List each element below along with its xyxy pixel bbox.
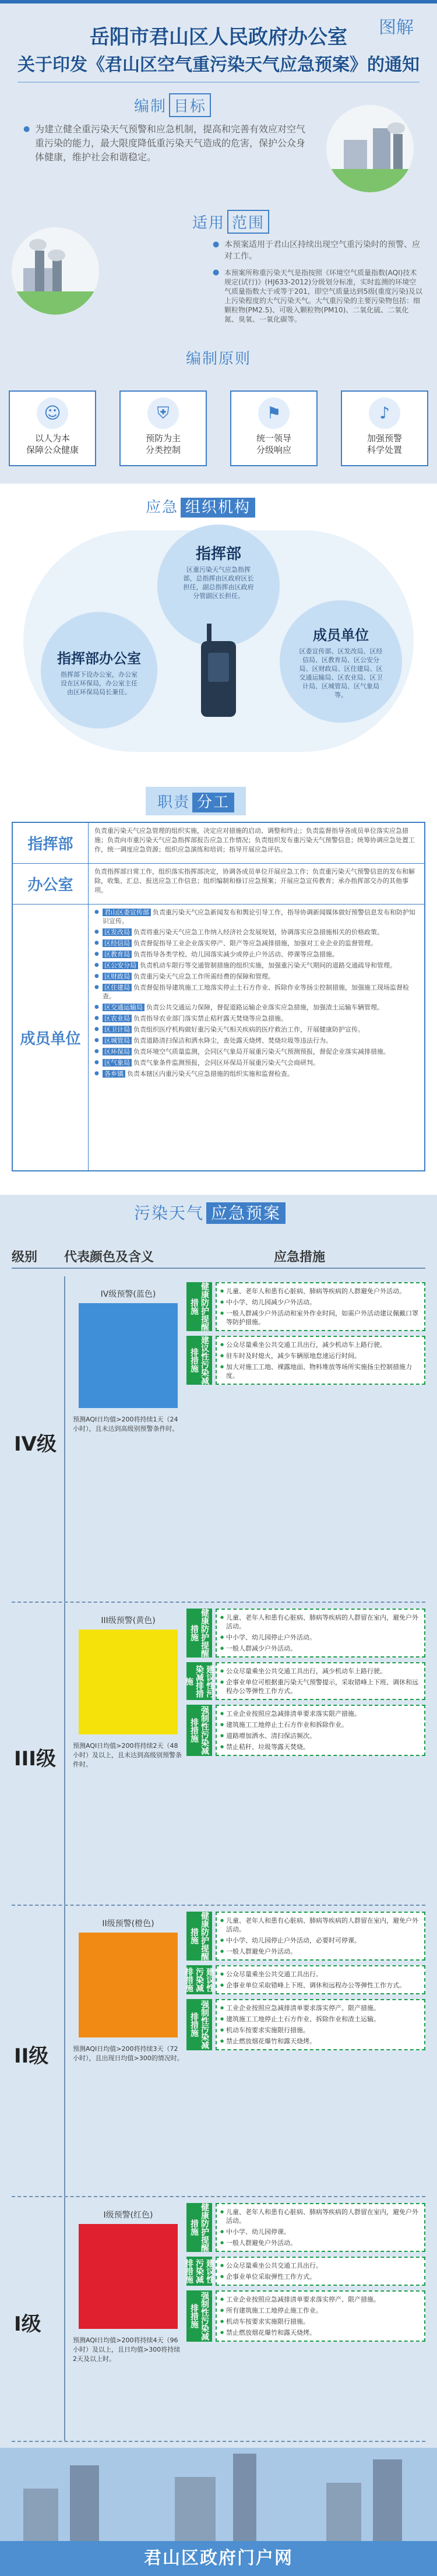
level-color-card bbox=[73, 2209, 184, 2364]
principle-4 bbox=[341, 390, 428, 466]
plan-section bbox=[0, 1195, 437, 2576]
duties-row-members bbox=[13, 905, 424, 1170]
member-unit: 区农业局 bbox=[103, 1015, 132, 1022]
member-unit: 区环保局 bbox=[103, 1048, 132, 1055]
measure-item: ● 禁止燃放烟花爆竹和露天烧烤。 bbox=[220, 2327, 421, 2338]
level-color-swatch bbox=[79, 2224, 178, 2329]
member-duty-text: 负责公共交通运力保障，督促道路运输企业落实应急措施，加强渣土运输车辆管理。 bbox=[146, 1004, 383, 1011]
measure-item: ● 一般人群减少户外活动和室外作业时间，如需户外活动建议佩戴口罩等防护措施。 bbox=[220, 1308, 421, 1328]
member-duty-text: 负责指导各类学校、幼儿园落实减少或停止户外活动、停课等应急措施。 bbox=[133, 951, 339, 958]
measure-item: ● 工业企业按照应急减排清单要求落实停产、限产措施。 bbox=[220, 2003, 421, 2014]
duties-command-label: 指挥部 bbox=[13, 823, 89, 863]
walkie-talkie-icon bbox=[201, 641, 236, 717]
measure-item: ● 企事业单位可根据重污染天气预警提示，采取错峰上下班、调休和远程办公等弹性工作方式。 bbox=[220, 1677, 421, 1697]
org-members-title: 成员单位 bbox=[313, 627, 369, 643]
measure-item: ● 公众尽量乘坐公共交通工具出行。 bbox=[220, 1969, 421, 1980]
shield-icon: ⛨ bbox=[147, 397, 179, 429]
measure-group-label: 建议性污染减排措施 bbox=[186, 1336, 212, 1385]
measure-item: ● 机动车按要求实施限行措施。 bbox=[220, 2316, 421, 2327]
level-color-card bbox=[73, 1288, 184, 1434]
measure-items bbox=[216, 1912, 425, 1961]
measure-group-label: 强制性污染减排措施 bbox=[186, 1705, 212, 1756]
member-duty bbox=[94, 939, 418, 948]
member-duty-text: 负责机动车限行等交通管制措施的组织实施，加强重污染天气期间的道路交通疏导和管理。 bbox=[140, 962, 396, 969]
measure-group-label: 健康防护提醒措施 bbox=[186, 1912, 212, 1961]
org-members-desc: 区委宣传部、区发改局、区经信局、区教育局、区公安分局、区财政局、区住建局、区交通运输局、区农业局、区卫计局、区城管局、区气象局等。 bbox=[299, 647, 383, 699]
measure-group-label: 强制性污染减排措施 bbox=[186, 2290, 212, 2342]
member-duty-text: 负责将重污染天气应急工作纳入经济社会发展规划，协调落实应急措施相关的价格政策。 bbox=[133, 928, 383, 936]
measure-group-label: 建议性污染减排措施 bbox=[186, 1662, 212, 1700]
principles-title: 编制原则 bbox=[185, 350, 251, 368]
member-unit: 各乡镇 bbox=[103, 1070, 125, 1078]
principle-1 bbox=[9, 390, 96, 466]
org-office-desc: 指挥部下设办公室，办公室设在区环保局，办公室主任由区环保局局长兼任。 bbox=[61, 671, 138, 696]
principle-2-l1: 预防为主 bbox=[145, 433, 181, 444]
measure-items bbox=[216, 1609, 425, 1657]
level-swatch-title: II级预警(橙色) bbox=[102, 1919, 154, 1929]
level-color-swatch bbox=[79, 1630, 178, 1734]
org-command-title: 指挥部 bbox=[195, 546, 241, 563]
duties-table bbox=[12, 822, 425, 1171]
measure-items bbox=[216, 1282, 425, 1331]
city-illustration bbox=[326, 105, 414, 192]
member-duty bbox=[94, 983, 418, 1001]
member-duty-text: 负责环境空气质量监测，会同区气象局开展重污染天气预测预报，督促企业落实减排措施。 bbox=[133, 1048, 390, 1055]
people-icon: ☺ bbox=[37, 397, 68, 429]
member-unit: 区交通运输局 bbox=[103, 1004, 145, 1011]
duties-row-command bbox=[13, 823, 424, 864]
principle-4-l1: 加强预警 bbox=[366, 433, 402, 444]
measure-group-label: 健康防护提醒措施 bbox=[186, 1282, 212, 1331]
measure-item: ● 所有建筑施工工地停止施工作业。 bbox=[220, 2305, 421, 2316]
member-duty bbox=[94, 1047, 418, 1056]
member-duty bbox=[94, 928, 418, 937]
level-desc: 预测AQI日均值>200将持续2天（48小时）及以上，且未达到高级别预警条件时。 bbox=[73, 1742, 182, 1768]
measure-group-label: 强制性污染减排措施 bbox=[186, 1999, 212, 2050]
measure-items bbox=[216, 1336, 425, 1385]
level-measures bbox=[186, 1609, 425, 1761]
member-duty-text: 负责道路清扫保洁和洒水降尘，查处露天烧烤、焚烧垃圾等违法行为。 bbox=[133, 1037, 332, 1044]
measure-item: ● 公众尽量乘坐公共交通工具出行，减少机动车上路行驶。 bbox=[220, 1666, 421, 1677]
measure-items bbox=[216, 1662, 425, 1700]
duties-row-office bbox=[13, 864, 424, 905]
member-duty bbox=[94, 972, 418, 981]
scope-tag-a: 适用 bbox=[192, 214, 225, 232]
duties-office-label: 办公室 bbox=[13, 864, 89, 904]
measure-item: ● 公众尽量乘坐公共交通工具出行。 bbox=[220, 2260, 421, 2271]
member-unit: 区财政局 bbox=[103, 973, 132, 980]
scope-item-1: ● 本预案适用于君山区持续出现空气重污染时的预警、应对工作。 bbox=[224, 239, 422, 262]
member-duty-text: 负责本辖区内重污染天气应急措施的组织实施和监督检查。 bbox=[127, 1070, 294, 1078]
principle-1-l1: 以人为本 bbox=[34, 433, 70, 444]
measure-item: ● 企事业单位采取弹性工作方式。 bbox=[220, 2271, 421, 2282]
top-accent-line bbox=[0, 0, 437, 3]
measure-item: ● 加大对施工工地、裸露地面、物料堆放等场所实施扬尘控制措施力度。 bbox=[220, 1361, 421, 1381]
flag-icon: ⚑ bbox=[258, 397, 290, 429]
plan-tag-a: 污染天气 bbox=[134, 1203, 205, 1223]
warning-level bbox=[12, 1906, 425, 2197]
purpose-tag bbox=[134, 93, 211, 117]
level-divider bbox=[64, 1276, 65, 1602]
measure-item: ● 儿童、老年人和患有心脏病、肺病等疾病的人群避免户外活动。 bbox=[220, 1286, 421, 1297]
purpose-tag-a: 编制 bbox=[134, 98, 167, 115]
factory-illustration bbox=[12, 227, 99, 315]
page-title-line2: 关于印发《君山区空气重污染天气应急预案》的通知 bbox=[17, 55, 420, 75]
principle-2-l2: 分类控制 bbox=[145, 445, 181, 455]
principle-3-l1: 统一领导 bbox=[256, 433, 291, 444]
measure-item: ● 一般人群避免户外活动。 bbox=[220, 2237, 421, 2248]
measure-item: ● 中小学、幼儿园停止户外活动。 bbox=[220, 1632, 421, 1643]
measure-group bbox=[186, 1999, 425, 2050]
measure-item: ● 中小学、幼儿园减少户外活动。 bbox=[220, 1297, 421, 1308]
measure-group-label: 健康防护提醒措施 bbox=[186, 2203, 212, 2252]
col-level: 级别 bbox=[12, 1250, 38, 1265]
measure-group bbox=[186, 1965, 425, 1994]
measure-group-label: 建议性污染减排措施 bbox=[186, 1965, 212, 1994]
org-tag-a: 应急 bbox=[146, 499, 179, 516]
level-name: III级 bbox=[14, 1747, 56, 1771]
warning-level bbox=[12, 2197, 425, 2442]
member-unit: 区气象局 bbox=[103, 1059, 132, 1067]
tujie-label: 图解 bbox=[379, 17, 414, 38]
measure-item: ● 禁止燃放烟花爆竹和露天烧烤。 bbox=[220, 2036, 421, 2047]
org-command-circle bbox=[157, 525, 280, 647]
measure-item: ● 工业企业按照应急减排清单要求落实限产措施。 bbox=[220, 1708, 421, 1719]
duties-members-list bbox=[94, 908, 418, 1081]
member-duty bbox=[94, 1025, 418, 1034]
measure-item: ● 中小学、幼儿园停课。 bbox=[220, 2226, 421, 2237]
measure-group bbox=[186, 1662, 425, 1700]
duties-tag-b: 分工 bbox=[192, 793, 234, 812]
level-desc: 预测AQI日均值>200将持续4天（96小时）及以上，且日均值>300将持续2天及以上时。 bbox=[73, 2336, 181, 2363]
duties-office-text: 负责指挥部日常工作，组织落实指挥部决定，协调各成员单位开展应急工作；负责重污染天气预警信息的发布和解除，收集、汇总、报送应急工作信息；组织编制和修订应急预案；开展应急宣传教育；承办指挥部交办的其他事项。 bbox=[94, 868, 415, 894]
scope-tag bbox=[192, 210, 269, 234]
member-duty bbox=[94, 1058, 418, 1067]
principle-2 bbox=[119, 390, 207, 466]
warning-level bbox=[12, 1603, 425, 1906]
level-name: I级 bbox=[14, 2313, 41, 2336]
measure-group bbox=[186, 2257, 425, 2286]
member-duty-text: 负责组织医疗机构做好重污染天气相关疾病的医疗救治工作，开展健康防护宣传。 bbox=[133, 1026, 364, 1033]
member-duty bbox=[94, 961, 418, 970]
measure-item: ● 禁止秸秆、垃圾等露天焚烧。 bbox=[220, 1741, 421, 1752]
member-duty-text: 负责指导农业部门落实禁止秸秆露天焚烧等应急措施。 bbox=[133, 1015, 287, 1022]
level-desc: 预测AQI日均值>200将持续1天（24小时），且未达到高级别预警条件时。 bbox=[73, 1416, 179, 1433]
measure-item: ● 公众尽量乘坐公共交通工具出行，减少机动车上路行驶。 bbox=[220, 1339, 421, 1350]
level-color-card bbox=[73, 1917, 184, 2063]
org-members-circle bbox=[280, 600, 402, 723]
level-swatch-title: IV级预警(蓝色) bbox=[100, 1290, 156, 1299]
measure-item: ● 儿童、老年人和患有心脏病、肺病等疾病的人群留在室内，避免户外活动。 bbox=[220, 1915, 421, 1935]
scope-tag-b: 范围 bbox=[227, 210, 269, 234]
duties-members-label: 成员单位 bbox=[13, 905, 89, 1170]
member-unit: 区住建局 bbox=[103, 984, 132, 991]
member-duty-text: 负责重污染天气应急新闻发布和舆论引导工作，指导协调新闻媒体做好预警信息发布和防护知识宣传。 bbox=[103, 909, 415, 925]
org-tag bbox=[146, 495, 255, 517]
measure-group bbox=[186, 2290, 425, 2342]
measure-item: ● 企事业单位采取错峰上下班、调休和远程办公等弹性工作方式。 bbox=[220, 1980, 421, 1991]
measure-item: ● 道路增加洒水、清扫保洁频次。 bbox=[220, 1730, 421, 1741]
org-office-title: 指挥部办公室 bbox=[57, 650, 141, 667]
org-section bbox=[0, 484, 437, 781]
measure-group bbox=[186, 2203, 425, 2252]
measure-item: ● 驻车时及时熄火，减少车辆原地怠速运行时间。 bbox=[220, 1350, 421, 1361]
member-duty-text: 负责气象条件监测预报，会同区环保局开展重污染天气会商研判。 bbox=[133, 1059, 319, 1067]
duties-command-text: 负责重污染天气应急管理的组织实施，决定应对措施的启动、调整和终止；负责监督指导各成员单位落实应急措施；负责向市重污染天气应急指挥部报告应急工作情况；负责组织发布重污染天气预警信息；统筹协调应急处置工作，统一调度应急资源；组织应急演练和培训；指导开展应急评估。 bbox=[94, 827, 415, 853]
measure-items bbox=[216, 1705, 425, 1756]
measure-item: ● 中小学、幼儿园停止户外活动，必要时可停课。 bbox=[220, 1935, 421, 1946]
org-office-circle bbox=[41, 612, 157, 729]
level-divider bbox=[64, 1603, 65, 1905]
col-color: 代表颜色及含义 bbox=[64, 1250, 154, 1265]
page-title-line1: 岳阳市君山区人民政府办公室 bbox=[90, 26, 347, 49]
member-unit: 区发改局 bbox=[103, 928, 132, 936]
member-unit: 区卫计局 bbox=[103, 1026, 132, 1033]
member-unit: 区教育局 bbox=[103, 951, 132, 958]
member-duty-text: 负责督促指导工业企业落实停产、限产等应急减排措施，加强对工业企业的监督管理。 bbox=[133, 939, 377, 947]
principle-3-l2: 分级响应 bbox=[256, 445, 291, 455]
member-duty bbox=[94, 1036, 418, 1045]
plan-tag bbox=[134, 1201, 286, 1224]
duties-tag bbox=[146, 787, 246, 815]
member-unit: 区经信局 bbox=[103, 939, 132, 947]
level-desc: 预测AQI日均值>200将持续3天（72小时），且出现日均值>300的情况时。 bbox=[73, 2045, 184, 2062]
member-duty bbox=[94, 950, 418, 959]
scope-item-2: ● 本预案所称重污染天气是指按照《环境空气质量指数(AQI)技术规定(试行)》(HJ633-2012)分级划分标准，实时监测的环境空气质量指数大于或等于201，即空气质量达到5级(重度污染)及以上污染程度的大气污染天气。大气重污染的主要污染物包括：细颗粒物(PM2.5)、可吸入颗粒物(PM10)、二氧化硫、二氧化氮、臭氧、一氧化碳等。 bbox=[224, 268, 422, 324]
member-duty-text: 负责重污染天气应急工作所需经费的保障和管理。 bbox=[133, 973, 274, 980]
level-name: IV级 bbox=[14, 1433, 57, 1456]
measure-item: ● 儿童、老年人和患有心脏病、肺病等疾病的人群留在室内，避免户外活动。 bbox=[220, 2207, 421, 2226]
org-tag-b: 组织机构 bbox=[181, 498, 255, 518]
measure-items bbox=[216, 1965, 425, 1994]
member-duty bbox=[94, 908, 418, 925]
measure-item: ● 儿童、老年人和患有心脏病、肺病等疾病的人群留在室内，避免户外活动。 bbox=[220, 1612, 421, 1632]
megaphone-icon: ♪ bbox=[369, 397, 400, 429]
measure-item: ● 建筑施工工地停止土石方作业、拆除作业和渣土运输。 bbox=[220, 2014, 421, 2025]
level-measures bbox=[186, 1282, 425, 1389]
level-color-card bbox=[73, 1614, 184, 1769]
level-color-swatch bbox=[79, 1933, 178, 2037]
principle-1-l2: 保障公众健康 bbox=[26, 445, 79, 455]
level-measures bbox=[186, 2203, 425, 2346]
footer bbox=[0, 2448, 437, 2576]
duties-section bbox=[12, 781, 425, 1177]
measure-item: ● 一般人群避免户外活动。 bbox=[220, 1946, 421, 1957]
level-color-swatch bbox=[79, 1303, 178, 1408]
member-unit: 区城管局 bbox=[103, 1037, 132, 1044]
warning-level bbox=[12, 1276, 425, 1603]
measure-item: ● 机动车按要求实施限行措施。 bbox=[220, 2025, 421, 2036]
measure-items bbox=[216, 1999, 425, 2050]
measure-item: ● 一般人群减少户外活动。 bbox=[220, 1643, 421, 1654]
measure-item: ● 工业企业按照应急减排清单要求落实停产、限产措施。 bbox=[220, 2294, 421, 2305]
purpose-text: ● 为建立健全重污染天气预警和应急机制，提高和完善有效应对空气重污染的能力，最大限度降低重污染天气造成的危害，保护公众身体健康，维护社会和谐稳定。 bbox=[35, 122, 309, 164]
principle-3 bbox=[230, 390, 318, 466]
level-divider bbox=[64, 2197, 65, 2441]
member-duty bbox=[94, 1003, 418, 1012]
header-divider bbox=[17, 82, 420, 83]
col-measures: 应急措施 bbox=[274, 1250, 326, 1265]
measure-group bbox=[186, 1609, 425, 1657]
measure-group bbox=[186, 1912, 425, 1961]
level-measures bbox=[186, 1912, 425, 2055]
principle-4-l2: 科学处置 bbox=[366, 445, 402, 455]
level-swatch-title: I级预警(红色) bbox=[103, 2211, 153, 2220]
plan-header-divider bbox=[12, 1268, 425, 1269]
duties-tag-a: 职责 bbox=[157, 794, 191, 811]
level-name: II级 bbox=[14, 2044, 49, 2068]
measure-group bbox=[186, 1336, 425, 1385]
principles-row bbox=[0, 385, 437, 484]
member-duty bbox=[94, 1014, 418, 1023]
measure-items bbox=[216, 2203, 425, 2252]
member-unit: 区公安分局 bbox=[103, 962, 138, 969]
measure-group bbox=[186, 1705, 425, 1756]
measure-group-label: 建议性污染减排措施 bbox=[186, 2257, 212, 2286]
member-duty-text: 负责督促指导建筑施工工地落实停止土石方作业、拆除作业等扬尘控制措施，加强施工现场监督检查。 bbox=[103, 984, 409, 1000]
measure-group-label: 健康防护提醒措施 bbox=[186, 1609, 212, 1657]
measure-group bbox=[186, 1282, 425, 1331]
member-duty bbox=[94, 1069, 418, 1078]
plan-tag-b: 应急预案 bbox=[206, 1202, 286, 1224]
measure-item: ● 建筑施工工地停止土石方作业和拆除作业。 bbox=[220, 1719, 421, 1730]
purpose-tag-b: 目标 bbox=[169, 93, 211, 117]
footer-brand: 君山区政府门户网 bbox=[144, 2548, 293, 2568]
member-unit: 君山区委宣传部 bbox=[103, 909, 151, 916]
level-swatch-title: III级预警(黄色) bbox=[101, 1616, 156, 1625]
measure-items bbox=[216, 2290, 425, 2342]
measure-items bbox=[216, 2257, 425, 2286]
org-command-desc: 区重污染天气应急指挥部，总指挥由区政府区长担任，副总指挥由区政府分管副区长担任。 bbox=[183, 566, 254, 600]
level-divider bbox=[64, 1906, 65, 2196]
